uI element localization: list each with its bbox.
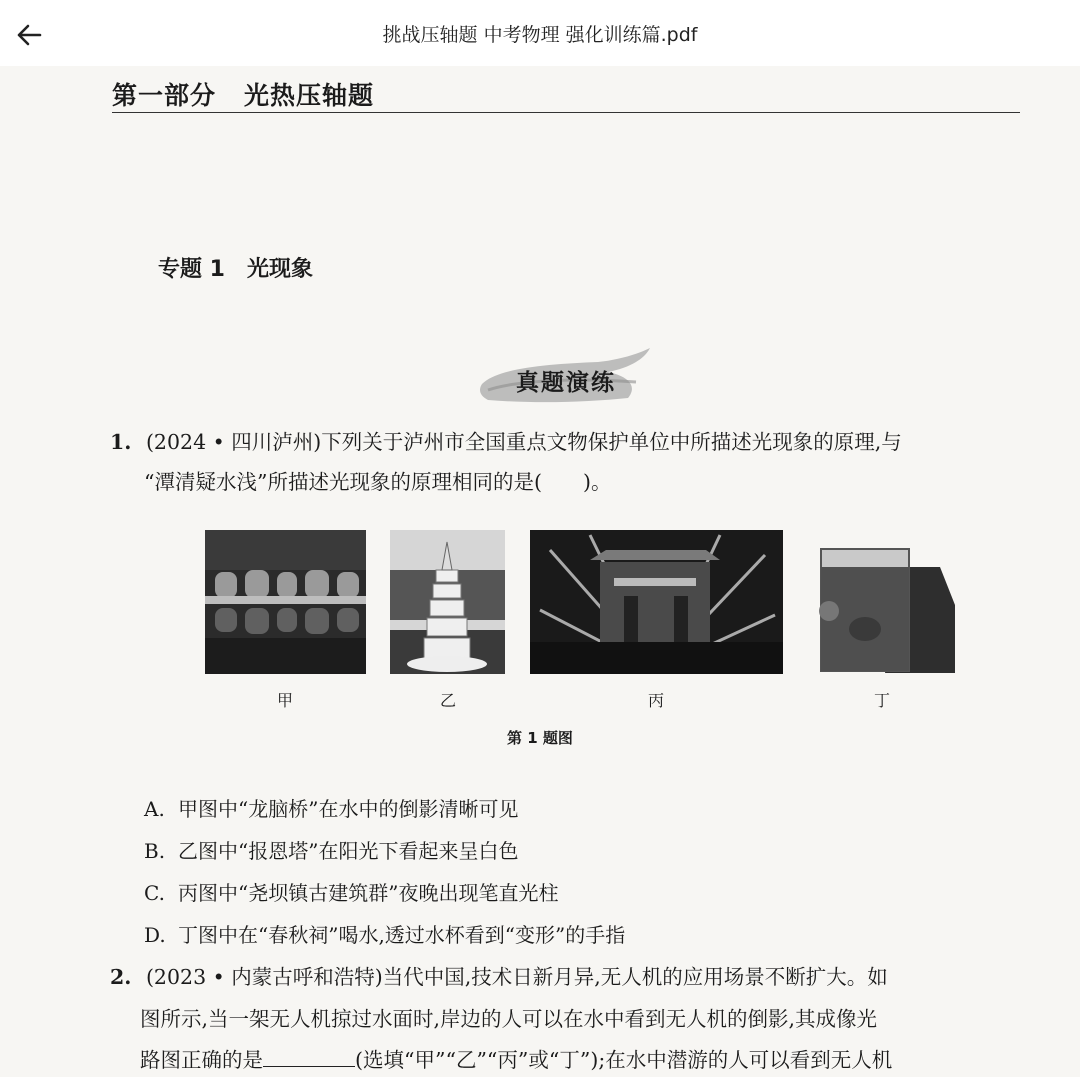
option-a-text: 甲图中“龙脑桥”在水中的倒影清晰可见 — [178, 797, 519, 821]
figure-caption: 第 1 题图 — [507, 729, 573, 747]
option-d-letter: D. — [144, 923, 166, 947]
q1-line-1 — [110, 425, 902, 455]
q2-line-1 — [110, 960, 888, 990]
answer-blank[interactable] — [263, 1048, 355, 1067]
figure-bing-image — [530, 530, 783, 674]
part-title: 光热压轴题 — [244, 81, 375, 110]
option-d-text: 丁图中在“春秋祠”喝水,透过水杯看到“变形”的手指 — [178, 923, 626, 947]
option-d — [144, 919, 625, 948]
part-heading — [112, 76, 1020, 113]
option-c-letter: C. — [144, 881, 165, 905]
q2-stem-3a: 路图正确的是 — [140, 1048, 263, 1072]
q2-line-3 — [140, 1043, 892, 1073]
q2-stem-3b: (选填“甲”“乙”“丙”或“丁”);在水中潜游的人可以看到无人机 — [355, 1048, 893, 1072]
part-number: 第一部分 — [112, 81, 217, 110]
figure-label-jia: 甲 — [276, 691, 293, 710]
document-title: 挑战压轴题 中考物理 强化训练篇.pdf — [382, 24, 698, 46]
topic-number: 专题 1 — [158, 257, 225, 282]
topic-heading — [158, 252, 335, 283]
top-bar — [0, 0, 1080, 66]
figure-label-ding: 丁 — [873, 691, 890, 710]
figure-label-yi: 乙 — [439, 691, 456, 710]
figure-ding-image — [815, 545, 955, 673]
section-title: 真题演练 — [516, 370, 616, 396]
figure-jia-image — [205, 530, 366, 674]
section-banner — [478, 346, 654, 408]
option-c — [144, 877, 558, 906]
option-b-letter: B. — [144, 839, 166, 863]
q2-number: 2. — [110, 965, 132, 989]
q1-number: 1. — [110, 430, 132, 454]
q1-stem-2: “潭清疑水浅”所描述光现象的原理相同的是( )。 — [144, 470, 612, 494]
q1-stem-1: (2024 • 四川泸州)下列关于泸州市全国重点文物保护单位中所描述光现象的原理,与 — [145, 430, 902, 454]
topic-title: 光现象 — [246, 257, 313, 282]
option-a-letter: A. — [144, 797, 165, 821]
figure-yi-image — [390, 530, 505, 674]
q2-stem-2: 图所示,当一架无人机掠过水面时,岸边的人可以在水中看到无人机的倒影,其成像光 — [140, 1007, 878, 1031]
option-c-text: 丙图中“尧坝镇古建筑群”夜晚出现笔直光柱 — [178, 881, 559, 905]
q2-stem-1: (2023 • 内蒙古呼和浩特)当代中国,技术日新月异,无人机的应用场景不断扩大。如 — [145, 965, 888, 989]
option-a — [144, 793, 518, 822]
option-b — [144, 835, 518, 864]
option-b-text: 乙图中“报恩塔”在阳光下看起来呈白色 — [178, 839, 519, 863]
figure-label-bing: 丙 — [647, 691, 664, 710]
